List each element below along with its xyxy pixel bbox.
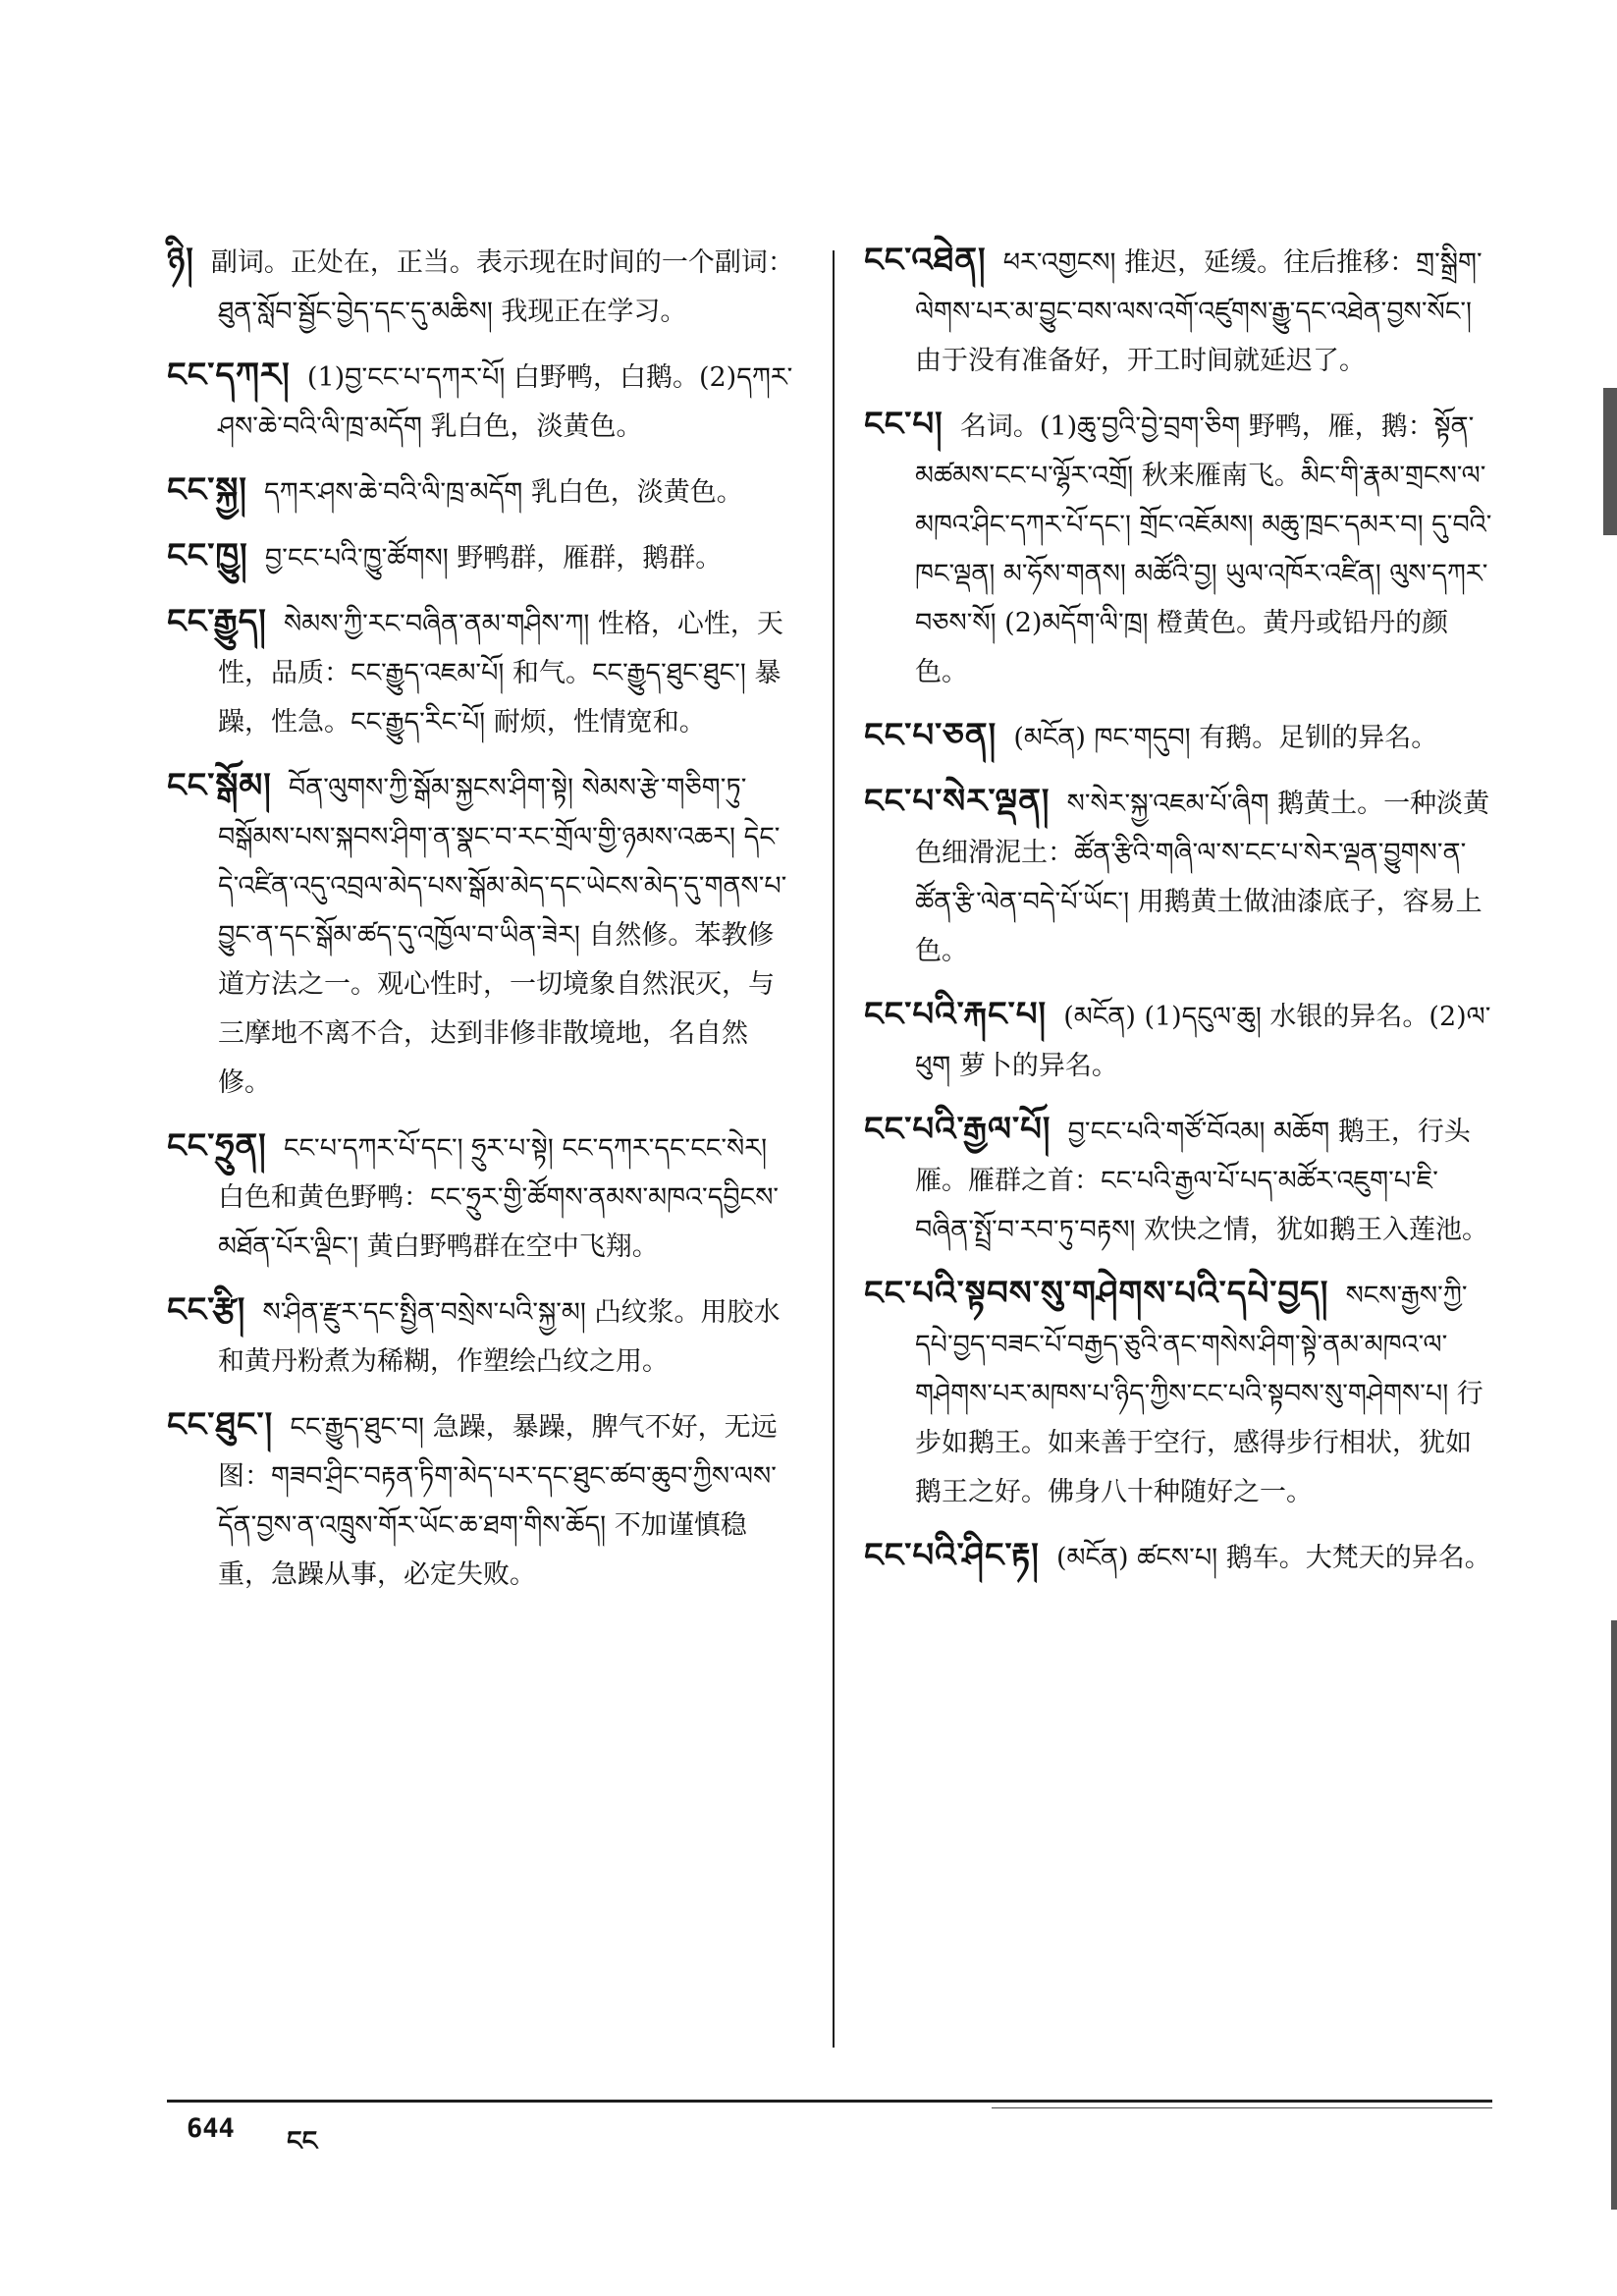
dictionary-entry [864,777,1492,976]
entry-headword: ངང་སྒོམ། [167,766,272,805]
running-head: ངང [287,2126,318,2157]
entry-definition: དཀར་ཤས་ཆེ་བའི་ལི་ཁྲ་མདོག 乳白色，淡黄色。 [264,477,743,508]
right-column [864,236,1492,1597]
dictionary-entry [864,1105,1492,1255]
dictionary-entry [167,1285,795,1387]
entry-headword: ངང་པ་སེར་ལྡན། [864,782,1051,821]
entry-headword: ངང་རྒྱུད། [167,602,267,641]
entry-headword: ངང་ཁྱུ། [167,536,248,575]
dictionary-entry [167,351,795,452]
dictionary-entry [864,990,1492,1091]
entry-headword: ངང་པའི་རྒྱལ་པོ། [864,1110,1051,1149]
entry-headword: ངང་པའི་སྟབས་སུ་གཤེགས་པའི་དཔེ་བྱད། [864,1274,1329,1313]
entry-definition: བྱ་ངང་པའི་ཁྱུ་ཚོགས། 野鸭群，雁群，鹅群。 [264,543,723,574]
dictionary-entry [167,531,795,583]
dictionary-entry [167,465,795,518]
page-number: 644 [187,2113,235,2144]
dictionary-entry [864,1531,1492,1583]
entry-definition: སེམས་ཀྱི་རང་བཞིན་ནམ་གཤིས་ཀ། 性格，心性，天性，品质：ངང་རྒྱུད་འཇམ་པོ། 和气。ངང་རྒྱུད་ཐུང་ཐུང་། 暴躁，性急。ངང་རྒྱུད་རིང་པོ། 耐烦，性情宽和。 [218,609,783,738]
entry-headword: ངང་པ། [864,405,943,444]
entry-definition: སངས་རྒྱས་ཀྱི་དཔེ་བྱད་བཟང་པོ་བརྒྱད་ཅུའི་ནང་གསེས་ཤིག་སྟེ་ནམ་མཁའ་ལ་གཤེགས་པར་མཁས་པ་ཉིད་ཀྱིས་ངང་པའི་སྟབས་སུ་གཤེགས་པ། 行步如鹅王。如来善于空行，感得步行相状，犹如鹅王之好。佛身八十种随好之一。 [915,1281,1483,1507]
dictionary-entry [167,1400,795,1600]
entry-headword: ངང་པ་ཅན། [864,716,997,755]
entry-definition: ས་སེར་སྐྱ་འཇམ་པོ་ཞིག 鹅黄土。一种淡黄色细滑泥土：ཚོན་རྩིའི་གཞི་ལ་ས་ངང་པ་སེར་ལྡན་བྱུགས་ན་ཚོན་རྩི་ལེན་བདེ་པོ་ཡོང་། 用鹅黄土做油漆底子，容易上色。 [915,789,1490,966]
entry-definition: ཕར་འགྱངས། 推迟，延缓。往后推移：གྲ་སྒྲིག་ལེགས་པར་མ་བྱུང་བས་ལས་འགོ་འཛུགས་རྒྱུ་དང་འཐེན་བྱས་སོང་། 由于没有准备好，开工时间就延迟了。 [915,247,1482,376]
dictionary-entry [167,236,795,337]
entry-definition: ས་ཤིན་རྫུར་དང་སྤྱིན་བསྲེས་པའི་སྐྱ་མ། 凸纹浆。用胶水和黄丹粉煮为稀糊，作塑绘凸纹之用。 [218,1297,781,1377]
column-divider [833,250,835,2048]
entry-definition: (མངོན) (1)དངུལ་ཆུ། 水银的异名。(2)ལ་ཕུག 萝卜的异名。 [915,1002,1491,1081]
entry-headword: ངང་ཐུང་། [167,1405,274,1445]
entry-definition: 名词。(1)ཆུ་བྱའི་བྱེ་བྲག་ཅིག 野鸭，雁，鹅：སྟོན་མཚམས་ངང་པ་ལྷོར་འགྲོ། 秋来雁南飞。མིང་གི་རྣམ་གྲངས་ལ་མཁའ་ཤིང་དཀར་པོ་དང་། གྲོང་འཇོམས། མཆུ་ཁྲང་དམར་བ། དུ་བའི་ཁང་ལྡན། མ་ཧོས་གནས། མཚོའི་བྱ། ཡུལ་འཁོར་འཛིན། ལུས་དཀར་བཅས་སོ། (2)མདོག་ལི་ཁྲ། 橙黄色。黄丹或铅丹的颜色。 [915,411,1492,687]
left-column [167,236,795,1613]
dictionary-entry [864,236,1492,386]
entry-definition: (1)བྱ་ངང་པ་དཀར་པོ། 白野鸭，白鹅。(2)དཀར་ཤས་ཆེ་བའི་ལི་ཁྲ་མདོག 乳白色，淡黄色。 [218,362,793,442]
entry-definition: (མངོན) ཁང་གདུབ། 有鹅。足钏的异名。 [1013,723,1438,753]
entry-definition: 副词。正处在，正当。表示现在时间的一个副词：ཐུན་སློབ་སྦྱོང་བྱེད་དང་དུ་མཆིས། 我现正在学习。 [210,247,794,327]
footer-rule-secondary [992,2107,1492,2108]
entry-headword: ངང་པའི་རྐང་པ། [864,995,1048,1034]
entry-definition: (མངོན) ཚངས་པ། 鹅车。大梵天的异名。 [1055,1543,1491,1573]
entry-definition: བྱ་ངང་པའི་གཙོ་བོའམ། མཆོག 鹅王，行头雁。雁群之首：ངང་པའི་རྒྱལ་པོ་པད་མཚོར་འཇུག་པ་ཇི་བཞིན་སྤྲོ་བ་རབ་ཏུ་བརྟས། 欢快之情，犹如鹅王入莲池。 [915,1117,1489,1245]
dictionary-entry [864,1269,1492,1517]
entry-headword: ངང་པའི་ཤིང་རྟ། [864,1536,1040,1575]
entry-headword: ངང་ཧྲུན། [167,1126,267,1166]
dictionary-entry [167,1121,795,1272]
footer-rule [167,2100,1492,2103]
entry-headword: ངང་འཐེན། [864,241,987,280]
dictionary-entry [864,711,1492,763]
entry-headword: ངང་དཀར། [167,355,291,395]
entry-definition: ངང་པ་དཀར་པོ་དང་། ཧྲུར་པ་སྟེ། ངང་དཀར་དང་ངང་སེར། 白色和黄色野鸭：ངང་ཧྲུར་གྱི་ཚོགས་ནམས་མཁའ་དབྱིངས་མཐོན་པོར་ལྡིང་། 黄白野鸭群在空中飞翔。 [218,1133,780,1262]
entry-headword: ངང་སྐྱ། [167,470,247,510]
dictionary-entry [864,400,1492,697]
edge-scan-mark [1603,388,1617,535]
entry-headword: ངང་རྩི། [167,1290,246,1330]
dictionary-entry [167,761,795,1108]
entry-definition: བོན་ལུགས་ཀྱི་སྒོམ་སྐྱངས་ཤིག་སྟེ། སེམས་རྩེ་གཅིག་ཏུ་བསྒོམས་པས་སྐབས་ཤིག་ན་སྣང་བ་རང་གྲོལ་གྱི་ཉམས་འཆར། དེང་དེ་འཛིན་འདུ་འབྲལ་མེད་པས་སྒོམ་མེད་དང་ཡེངས་མེད་དུ་གནས་པ་བྱུང་ན་དང་སྒོམ་ཚད་དུ་འཁྱོལ་བ་ཡིན་ཟེར། 自然修。苯教修道方法之一。观心性时，一切境象自然泯灭，与三摩地不离不合，达到非修非散境地，名自然修。 [218,773,787,1098]
entry-definition: ངང་རྒྱུད་ཐུང་བ། 急躁，暴躁，脾气不好，无远图：གཟབ་ཤྲིང་བརྟན་ཏིག་མེད་པར་དང་ཐུང་ཚབ་ཆུབ་ཀྱིས་ལས་དོན་བྱས་ན་འཁྲུས་གོར་ཡོང་ཆ་ཐག་གིས་ཆོད། 不加谨慎稳重，急躁从事，必定失败。 [218,1412,778,1590]
entry-headword: ཉི། [167,241,194,280]
edge-scan-mark [1611,1620,1617,2210]
dictionary-entry [167,597,795,747]
